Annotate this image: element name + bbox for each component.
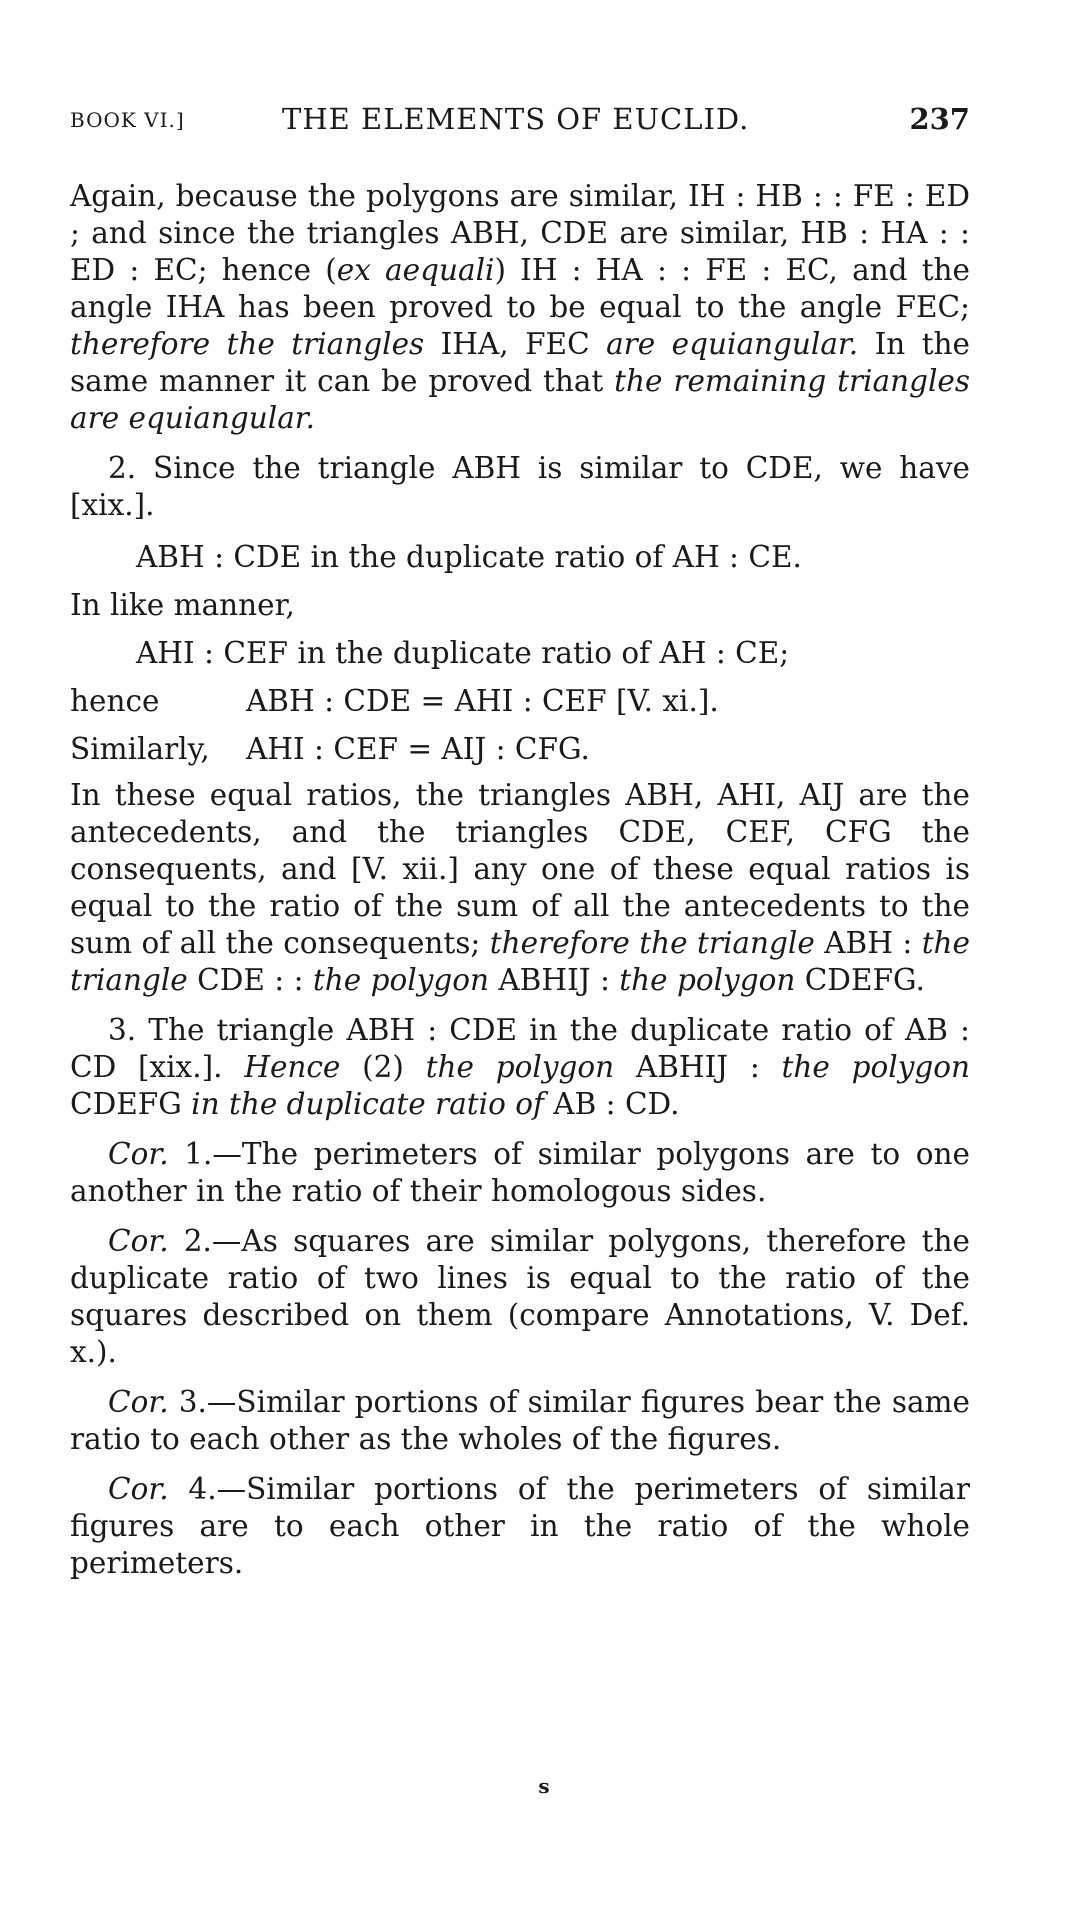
equation-label: hence [70, 684, 160, 718]
italic-run: in the duplicate ratio of [191, 1087, 544, 1121]
signature-mark: s [538, 1774, 550, 1798]
text-run: ABH : [814, 926, 922, 960]
text-run: AB : CD. [543, 1087, 680, 1121]
text-run: ABHIJ : [614, 1050, 782, 1084]
corollary-text: 1.—The perimeters of similar polygons are to one another in the ratio of their homologous sides. [70, 1137, 970, 1208]
corollary-label: Cor. [108, 1472, 169, 1506]
equation-text: AHI : CEF in the duplicate ratio of AH : CE; [136, 636, 790, 670]
paragraph-3 [70, 1012, 970, 1123]
corollary-1 [70, 1136, 970, 1210]
italic-run: the polygon [312, 963, 489, 997]
book-title: THE ELEMENTS OF EUCLID. [282, 102, 750, 136]
corollary-3 [70, 1384, 970, 1458]
equation-text: ABH : CDE in the duplicate ratio of AH : CE. [136, 540, 802, 574]
page-body [70, 178, 970, 1595]
italic-run: the polygon [619, 963, 796, 997]
corollary-2 [70, 1223, 970, 1371]
text-run: ABHIJ : [489, 963, 620, 997]
italic-run: the triangle [70, 926, 970, 997]
italic-run: are equiangular. [606, 327, 859, 361]
text-run: CDEFG. [795, 963, 925, 997]
in-like-manner-line: In like manner, [70, 588, 295, 622]
running-header [70, 102, 970, 142]
equation-text: AHI : CEF = AIJ : CFG. [246, 732, 590, 766]
italic-run: the polygon [781, 1050, 971, 1084]
italic-run: Hence [244, 1050, 341, 1084]
equation-line-3 [70, 681, 970, 721]
paragraph-equal-ratios [70, 777, 970, 999]
paragraph-again [70, 178, 970, 437]
text-run: CDEFG [70, 1087, 192, 1121]
corollary-label: Cor. [108, 1385, 169, 1419]
corollary-text: 3.—Similar portions of similar figures bear the same ratio to each other as the wholes of the figures. [70, 1385, 970, 1456]
text-run: IHA, FEC [424, 327, 607, 361]
corollary-4 [70, 1471, 970, 1582]
italic-run: therefore the triangle [489, 926, 815, 960]
italic-run: the remaining triangles are equiangular. [70, 364, 970, 435]
italic-run: ex aequali [336, 253, 495, 287]
equation-line-1 [70, 537, 970, 577]
equation-text: ABH : CDE = AHI : CEF [V. xi.]. [246, 684, 719, 718]
corollary-text: 2.—As squares are similar polygons, therefore the duplicate ratio of two lines is equal to the ratio of the squares described on them (compare Annotations, V. Def. x.). [70, 1224, 970, 1369]
page-number: 237 [909, 102, 970, 136]
text-run: In these equal ratios, the triangles ABH, AHI, AIJ are the antecedents, and the triangles CDE, CEF, CFG the consequents, and [V. xii.] any one of these equal ratios is equal to the ratio of the sum of all the antecedents to the sum of all the consequents; [70, 778, 970, 960]
corollary-text: 4.—Similar portions of the perimeters of similar figures are to each other in the ratio of the whole perimeters. [70, 1472, 970, 1580]
text-run: Again, because the polygons are similar, IH : HB : : FE : ED ; and since the triangles ABH, CDE are similar, HB : HA : : ED : EC; hence ( [70, 179, 970, 287]
corollary-label: Cor. [108, 1224, 169, 1258]
italic-run: therefore the triangles [70, 327, 425, 361]
equation-line-4 [70, 729, 970, 769]
italic-run: the polygon [425, 1050, 615, 1084]
equation-label: Similarly, [70, 732, 210, 766]
equation-line-2 [70, 633, 970, 673]
paragraph-2: 2. Since the triangle ABH is similar to CDE, we have [xix.]. [70, 451, 970, 522]
text-run: 3. The triangle ABH : CDE in the duplicate ratio of AB : CD [xix.]. [70, 1013, 970, 1084]
text-run: CDE : : [187, 963, 313, 997]
text-run: (2) [340, 1050, 426, 1084]
text-run: ) IH : HA : : FE : EC, and the angle IHA has been proved to be equal to the angle FEC; [70, 253, 971, 324]
corollary-label: Cor. [108, 1137, 169, 1171]
text-run: In the same manner it can be proved that [70, 327, 970, 398]
book-label: BOOK VI.] [70, 108, 185, 132]
